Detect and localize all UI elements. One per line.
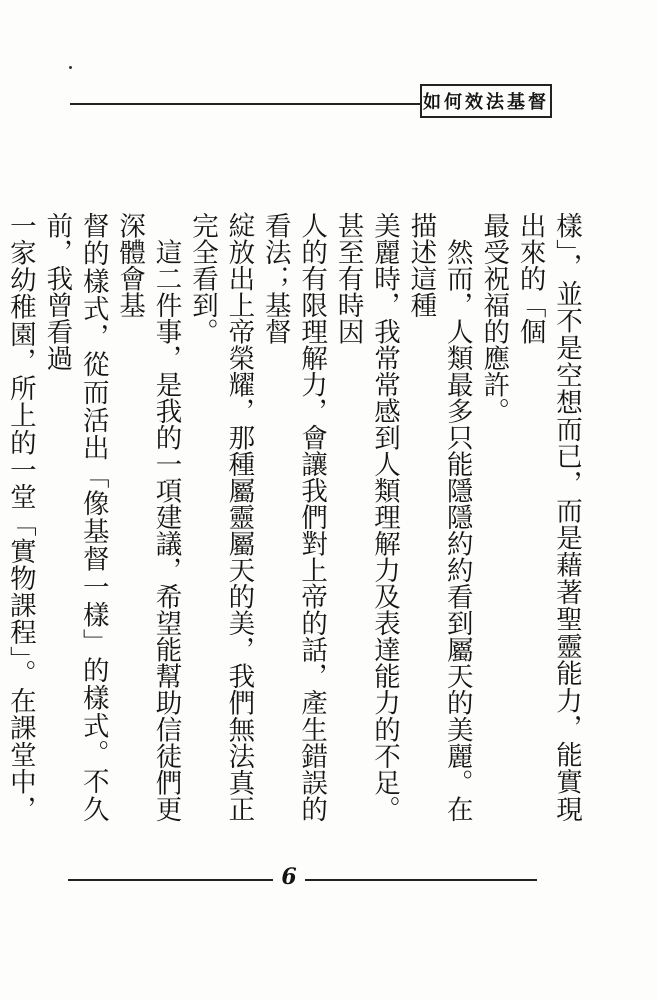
scan-speck <box>69 66 72 69</box>
text-column: 樣」，並不是空想而已，而是藉著聖靈能力，能實現出來的「個 <box>514 212 582 822</box>
body-text <box>4 212 584 822</box>
text-column: 一家幼稚園，所上的一堂「實物課程」。在課堂中， <box>4 212 36 822</box>
text-column: 綻放出上帝榮耀，那種屬靈屬天的美，我們無法真正完全看到。 <box>186 212 255 822</box>
header-rule <box>70 103 420 105</box>
text-column: 最受祝福的應許。 <box>478 212 510 424</box>
footer-rule-right <box>305 879 537 881</box>
text-column: 然而，人類最多只能隱隱約約看到屬天的美麗。在描述這種 <box>405 212 473 822</box>
text-column: 人的有限理解力，會讓我們對上帝的話，產生錯誤的看法；基督 <box>259 212 328 822</box>
footer-rule-left <box>68 879 273 881</box>
text-column: 美麗時，我常常感到人類理解力及表達能力的不足。甚至有時因 <box>332 212 400 822</box>
running-title: 如何效法基督 <box>420 84 552 118</box>
page-number: 6 <box>281 864 297 890</box>
text-column: 督的樣式，從而活出「像基督一樣」的樣式。不久前，我曾看過 <box>41 212 109 822</box>
text-column: 這二件事，是我的一項建議，希望能幫助信徒們更深體會基 <box>114 212 182 822</box>
